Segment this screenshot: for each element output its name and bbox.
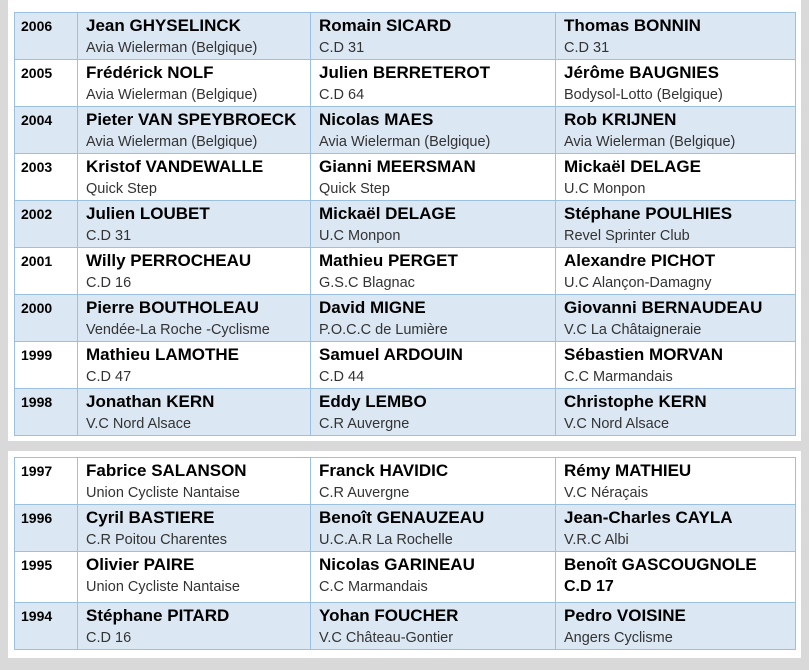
rider-name: Pieter VAN SPEYBROECK <box>86 110 297 129</box>
club-name: U.C Alançon-Damagny <box>564 275 712 291</box>
results-table-recent <box>14 12 796 436</box>
table-row <box>15 552 796 603</box>
club-name: C.D 31 <box>564 40 610 56</box>
first-place-cell <box>78 342 311 389</box>
club-name: C.D 64 <box>319 87 365 103</box>
third-place-cell <box>556 201 796 248</box>
rider-name: Cyril BASTIERE <box>86 508 215 527</box>
second-place-cell <box>311 389 556 436</box>
club-name: Union Cycliste Nantaise <box>86 579 240 595</box>
first-place-cell <box>78 60 311 107</box>
table-row <box>15 342 796 389</box>
rider-name: Stéphane PITARD <box>86 606 230 625</box>
club-name: Avia Wielerman (Belgique) <box>564 134 736 150</box>
rider-name: Mathieu PERGET <box>319 251 458 270</box>
club-name: Avia Wielerman (Belgique) <box>86 40 258 56</box>
second-place-cell <box>311 201 556 248</box>
club-name: C.D 16 <box>86 630 132 646</box>
rider-name: Mickaël DELAGE <box>319 204 456 223</box>
year-cell: 1997 <box>15 458 78 505</box>
third-place-cell <box>556 458 796 505</box>
rider-name: Nicolas MAES <box>319 110 434 129</box>
second-place-cell <box>311 295 556 342</box>
results-table-older <box>14 457 796 650</box>
table-row <box>15 13 796 60</box>
club-name: V.C Néraçais <box>564 485 649 501</box>
rider-name: Alexandre PICHOT <box>564 251 716 270</box>
club-name: C.D 47 <box>86 369 132 385</box>
rider-name: Mathieu LAMOTHE <box>86 345 239 364</box>
third-place-cell <box>556 295 796 342</box>
club-name: V.C Nord Alsace <box>86 416 192 432</box>
year-cell: 2004 <box>15 107 78 154</box>
rider-name: Franck HAVIDIC <box>319 461 449 480</box>
rider-name: Frédérick NOLF <box>86 63 214 82</box>
third-place-cell <box>556 505 796 552</box>
club-name: C.D 16 <box>86 275 132 291</box>
year-cell: 1995 <box>15 552 78 603</box>
first-place-cell <box>78 107 311 154</box>
year-cell: 2000 <box>15 295 78 342</box>
rider-name: Giovanni BERNAUDEAU <box>564 298 763 317</box>
results-panel-1994-1997 <box>8 451 801 658</box>
club-name: C.R Poitou Charentes <box>86 532 228 548</box>
second-place-cell <box>311 60 556 107</box>
first-place-cell <box>78 154 311 201</box>
club-name: C.D 31 <box>319 40 365 56</box>
club-name: U.C.A.R La Rochelle <box>319 532 453 548</box>
table-row <box>15 60 796 107</box>
second-place-cell <box>311 603 556 650</box>
third-place-cell <box>556 248 796 295</box>
club-name: Bodysol-Lotto (Belgique) <box>564 87 723 103</box>
club-name: U.C Monpon <box>564 181 646 197</box>
first-place-cell <box>78 201 311 248</box>
rider-name: Julien LOUBET <box>86 204 210 223</box>
club-name: Angers Cyclisme <box>564 630 673 646</box>
club-name: C.C Marmandais <box>564 369 673 385</box>
rider-name: David MIGNE <box>319 298 426 317</box>
first-place-cell <box>78 389 311 436</box>
rider-name: Romain SICARD <box>319 16 452 35</box>
club-name: Quick Step <box>86 181 157 197</box>
third-place-cell <box>556 342 796 389</box>
rider-name: Thomas BONNIN <box>564 16 701 35</box>
rider-name: Rémy MATHIEU <box>564 461 692 480</box>
rider-name: Fabrice SALANSON <box>86 461 247 480</box>
third-place-cell <box>556 107 796 154</box>
club-name: Vendée-La Roche -Cyclisme <box>86 322 270 338</box>
club-name: C.D 44 <box>319 369 365 385</box>
third-place-cell <box>556 13 796 60</box>
rider-name: Jonathan KERN <box>86 392 215 411</box>
rider-name: Benoît GENAUZEAU <box>319 508 485 527</box>
year-cell: 1999 <box>15 342 78 389</box>
club-name: V.R.C Albi <box>564 532 629 548</box>
rider-name: Pierre BOUTHOLEAU <box>86 298 259 317</box>
first-place-cell <box>78 458 311 505</box>
second-place-cell <box>311 13 556 60</box>
rider-name: Jean-Charles CAYLA <box>564 508 733 527</box>
rider-name: Nicolas GARINEAU <box>319 555 475 574</box>
table-row <box>15 389 796 436</box>
club-name: V.C La Châtaigneraie <box>564 322 702 338</box>
first-place-cell <box>78 248 311 295</box>
club-name: Union Cycliste Nantaise <box>86 485 240 501</box>
year-cell: 2005 <box>15 60 78 107</box>
third-place-cell <box>556 603 796 650</box>
second-place-cell <box>311 458 556 505</box>
year-cell: 1998 <box>15 389 78 436</box>
rider-name: Stéphane POULHIES <box>564 204 733 223</box>
rider-name: Rob KRIJNEN <box>564 110 677 129</box>
rider-name: Christophe KERN <box>564 392 707 411</box>
first-place-cell <box>78 13 311 60</box>
table-row <box>15 295 796 342</box>
club-name: Avia Wielerman (Belgique) <box>319 134 491 150</box>
rider-name: Sébastien MORVAN <box>564 345 724 364</box>
club-name: U.C Monpon <box>319 228 401 244</box>
third-place-cell <box>556 552 796 603</box>
club-name: V.C Nord Alsace <box>564 416 670 432</box>
first-place-cell <box>78 552 311 603</box>
third-place-cell <box>556 60 796 107</box>
year-cell: 2002 <box>15 201 78 248</box>
club-name: Avia Wielerman (Belgique) <box>86 87 258 103</box>
club-name: C.R Auvergne <box>319 416 410 432</box>
second-place-cell <box>311 107 556 154</box>
second-place-cell <box>311 552 556 603</box>
club-name: Quick Step <box>319 181 390 197</box>
table-row <box>15 603 796 650</box>
third-place-cell <box>556 154 796 201</box>
rider-name: Willy PERROCHEAU <box>86 251 252 270</box>
table-row <box>15 248 796 295</box>
year-cell: 2001 <box>15 248 78 295</box>
table-row <box>15 458 796 505</box>
club-name: C.R Auvergne <box>319 485 410 501</box>
second-place-cell <box>311 505 556 552</box>
club-name: Avia Wielerman (Belgique) <box>86 134 258 150</box>
rider-name: Jérôme BAUGNIES <box>564 63 719 82</box>
table-row <box>15 505 796 552</box>
rider-name: Benoît GASCOUGNOLE <box>564 555 757 574</box>
second-place-cell <box>311 248 556 295</box>
club-name: Revel Sprinter Club <box>564 228 690 244</box>
rider-name: Olivier PAIRE <box>86 555 195 574</box>
rider-name: Jean GHYSELINCK <box>86 16 241 35</box>
third-place-cell <box>556 389 796 436</box>
year-cell: 1996 <box>15 505 78 552</box>
club-name: C.D 17 <box>564 578 614 595</box>
year-cell: 1994 <box>15 603 78 650</box>
year-cell: 2006 <box>15 13 78 60</box>
second-place-cell <box>311 154 556 201</box>
club-name: C.D 31 <box>86 228 132 244</box>
club-name: G.S.C Blagnac <box>319 275 415 291</box>
year-cell: 2003 <box>15 154 78 201</box>
table-row <box>15 154 796 201</box>
rider-name: Mickaël DELAGE <box>564 157 701 176</box>
results-panel-1998-2006 <box>8 0 801 441</box>
rider-name: Gianni MEERSMAN <box>319 157 476 176</box>
second-place-cell <box>311 342 556 389</box>
club-name: P.O.C.C de Lumière <box>319 322 448 338</box>
table-row <box>15 107 796 154</box>
rider-name: Julien BERRETEROT <box>319 63 490 82</box>
rider-name: Samuel ARDOUIN <box>319 345 463 364</box>
first-place-cell <box>78 603 311 650</box>
results-table-body <box>15 13 796 436</box>
club-name: C.C Marmandais <box>319 579 428 595</box>
first-place-cell <box>78 505 311 552</box>
table-row <box>15 201 796 248</box>
results-table-body <box>15 458 796 650</box>
first-place-cell <box>78 295 311 342</box>
rider-name: Yohan FOUCHER <box>319 606 459 625</box>
rider-name: Eddy LEMBO <box>319 392 427 411</box>
club-name: V.C Château-Gontier <box>319 630 454 646</box>
rider-name: Pedro VOISINE <box>564 606 686 625</box>
rider-name: Kristof VANDEWALLE <box>86 157 264 176</box>
